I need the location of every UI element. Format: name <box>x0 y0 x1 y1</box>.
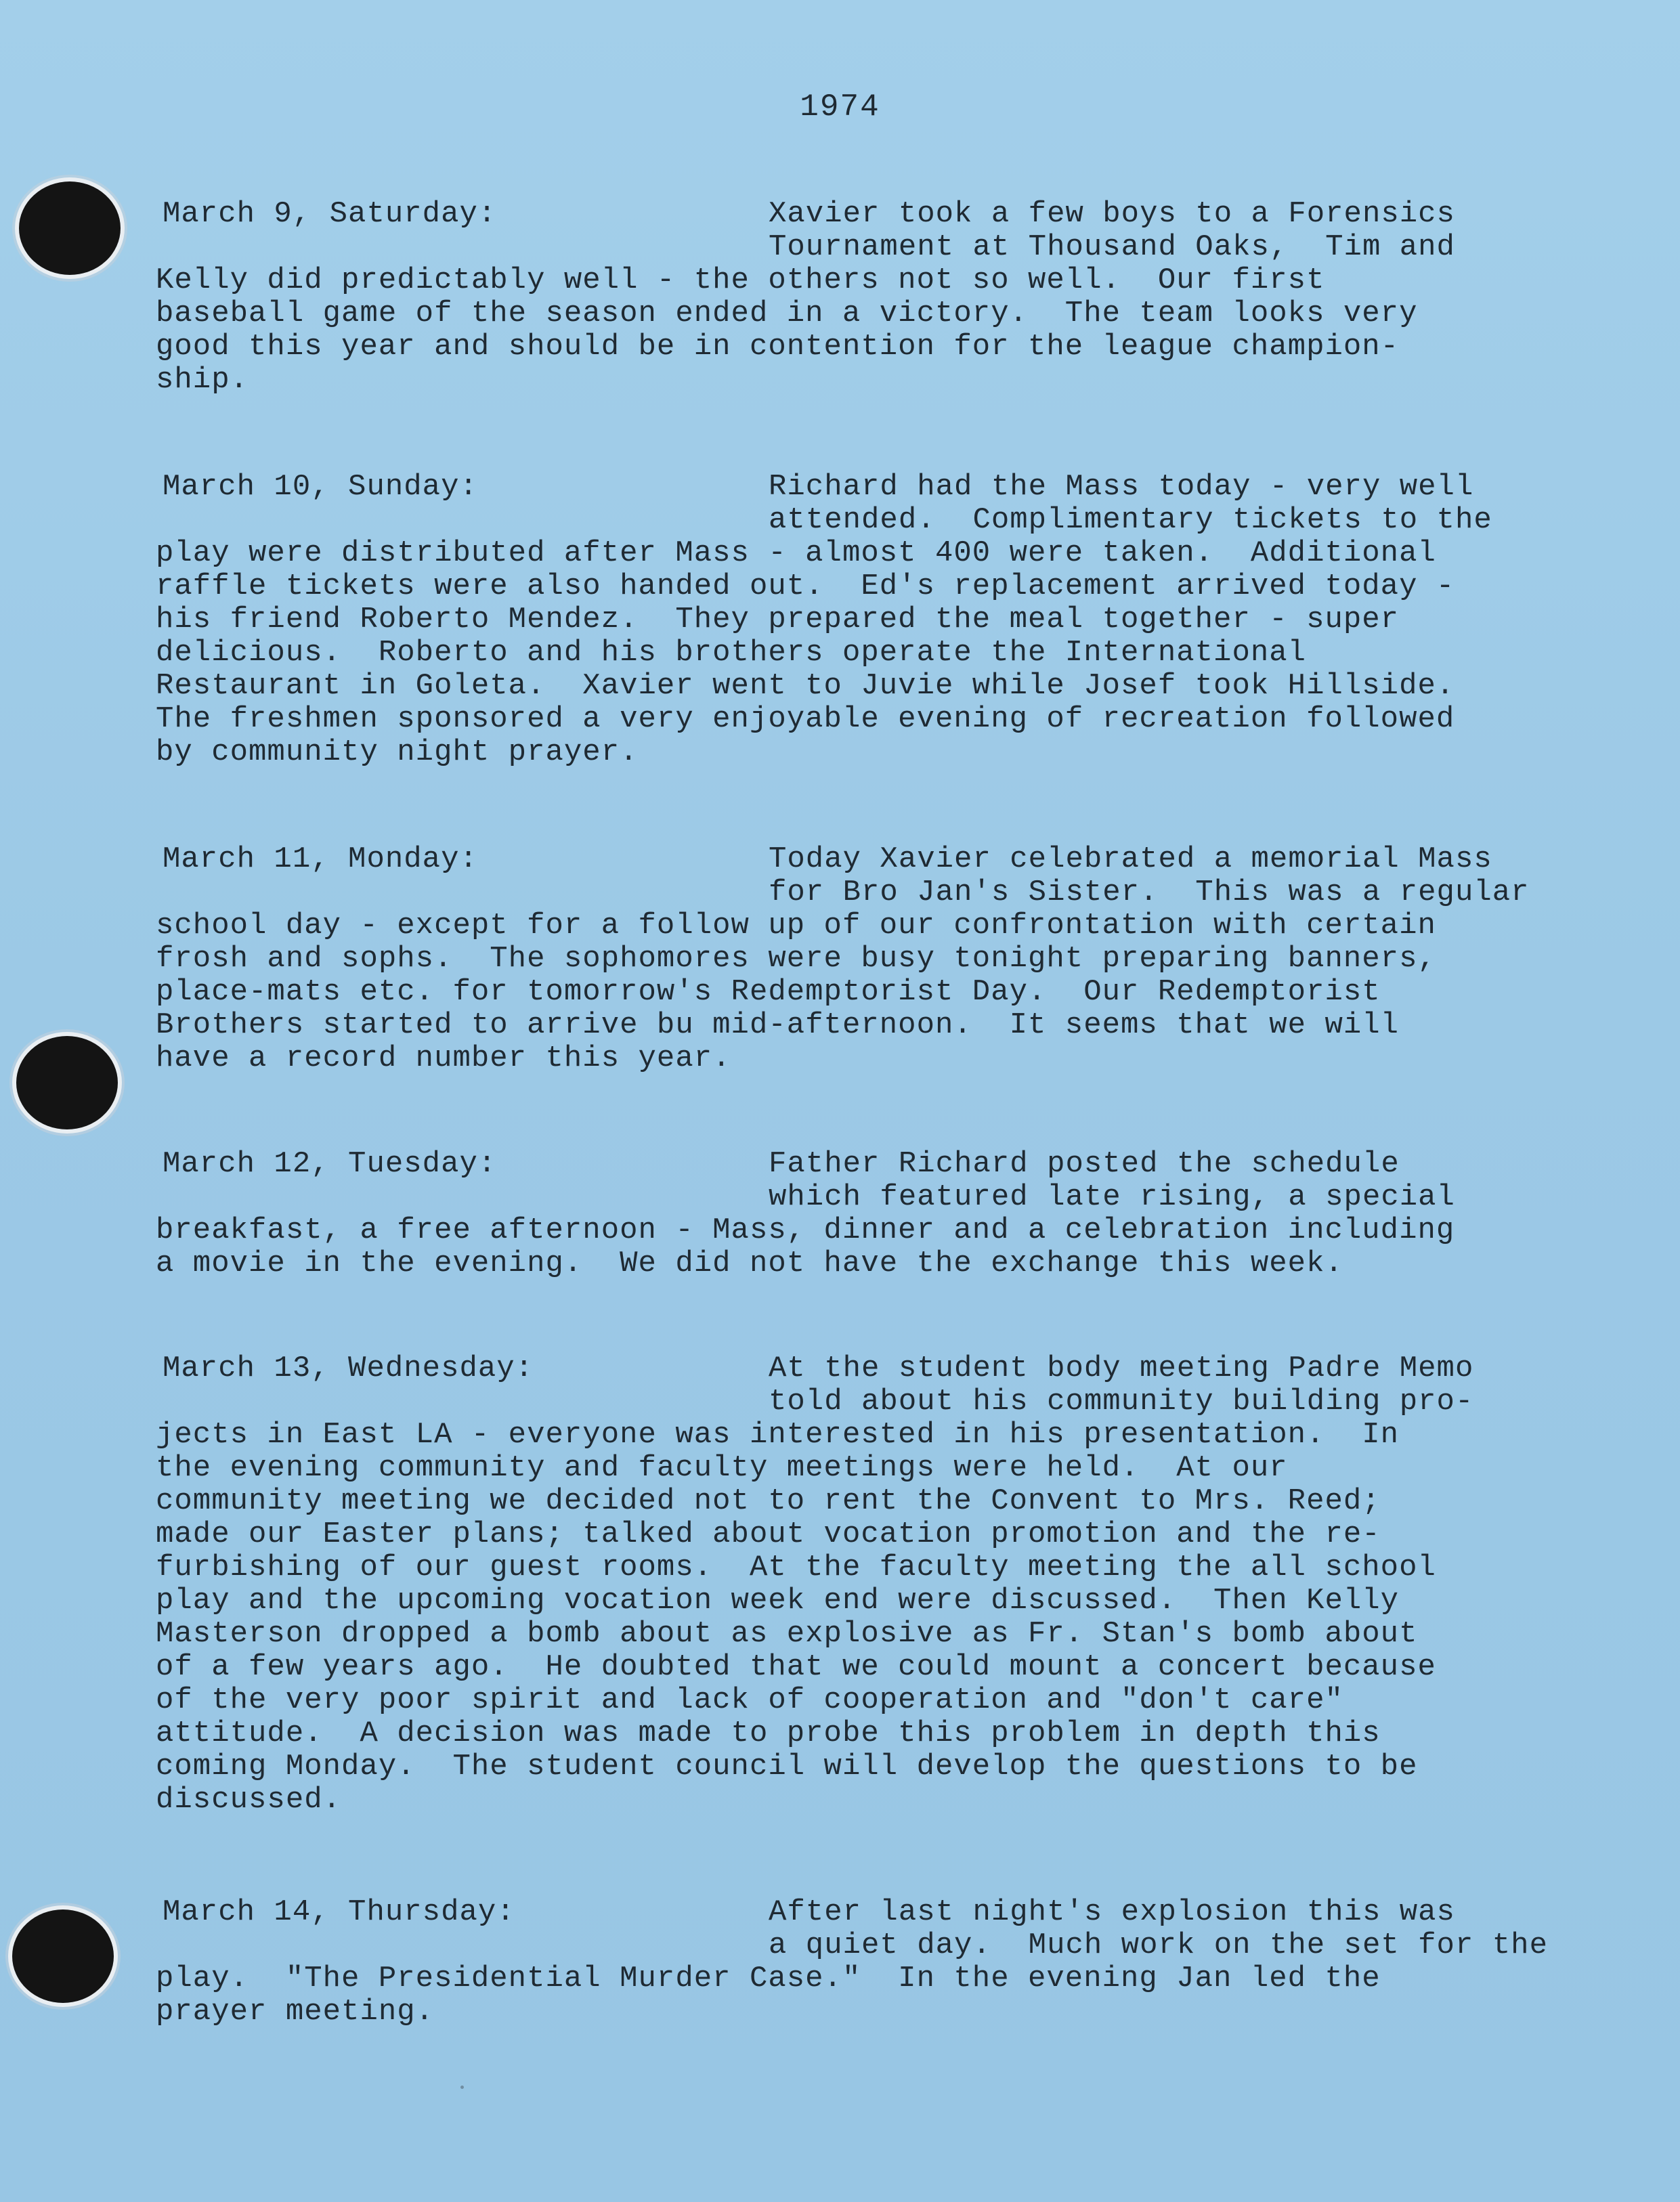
entry-lead-line: which featured late rising, a special <box>769 1180 1455 1214</box>
journal-entry-march-13 <box>156 1352 1618 1817</box>
entry-lead-line: for Bro Jan's Sister. This was a regular <box>769 876 1530 909</box>
binder-hole-top <box>19 181 121 275</box>
entry-lead-line: told about his community building pro- <box>769 1385 1474 1419</box>
entry-body-line: attitude. A decision was made to probe this problem in depth this <box>156 1717 1381 1750</box>
entry-body-line: of the very poor spirit and lack of cooperation and "don't care" <box>156 1683 1343 1717</box>
entry-lead-line: At the student body meeting Padre Memo <box>769 1352 1474 1385</box>
entry-body-line: Kelly did predictably well - the others not so well. Our first <box>156 263 1325 297</box>
entry-lead-line: Tournament at Thousand Oaks, Tim and <box>769 230 1455 264</box>
entry-body-line: raffle tickets were also handed out. Ed's replacement arrived today - <box>156 569 1455 603</box>
entry-lead-line: attended. Complimentary tickets to the <box>769 503 1492 537</box>
journal-entry-march-12 <box>156 1148 1618 1280</box>
entry-body-line: coming Monday. The student council will develop the questions to be <box>156 1750 1418 1784</box>
entry-body-line: his friend Roberto Mendez. They prepared the meal together - super <box>156 603 1400 636</box>
entry-lead-line: Today Xavier celebrated a memorial Mass <box>769 842 1492 876</box>
entry-body-line: have a record number this year. <box>156 1041 731 1075</box>
entry-body-line: good this year and should be in contention for the league champion- <box>156 330 1400 364</box>
entry-body-line: delicious. Roberto and his brothers operate the International <box>156 636 1307 670</box>
entry-body-line: community meeting we decided not to rent the Convent to Mrs. Reed; <box>156 1484 1381 1518</box>
entry-date: March 10, Sunday: <box>163 470 478 504</box>
entry-body-line: play were distributed after Mass - almost 400 were taken. Additional <box>156 536 1436 570</box>
entry-body-line: made our Easter plans; talked about vocation promotion and the re- <box>156 1517 1381 1551</box>
entry-body-line: furbishing of our guest rooms. At the faculty meeting the all school <box>156 1551 1436 1584</box>
entry-date: March 14, Thursday: <box>163 1895 515 1929</box>
paper-speck <box>460 2086 464 2089</box>
entry-body-line: place-mats etc. for tomorrow's Redemptorist Day. Our Redemptorist <box>156 975 1381 1009</box>
binder-hole-bottom <box>12 1909 114 2003</box>
entry-date: March 13, Wednesday: <box>163 1352 534 1385</box>
binder-hole-middle <box>16 1036 118 1129</box>
entry-body-line: baseball game of the season ended in a victory. The team looks very <box>156 297 1418 330</box>
entry-body-line: Brothers started to arrive bu mid-afternoon. It seems that we will <box>156 1008 1400 1042</box>
entry-lead-line: a quiet day. Much work on the set for the <box>769 1928 1548 1962</box>
journal-entry-march-11 <box>156 843 1618 1075</box>
entry-body-line: play and the upcoming vocation week end were discussed. Then Kelly <box>156 1584 1400 1618</box>
entry-body-line: frosh and sophs. The sophomores were busy tonight preparing banners, <box>156 942 1436 976</box>
entry-body-line: a movie in the evening. We did not have the exchange this week. <box>156 1247 1343 1280</box>
entry-body-line: Masterson dropped a bomb about as explosive as Fr. Stan's bomb about <box>156 1617 1418 1651</box>
entry-date: March 12, Tuesday: <box>163 1147 497 1181</box>
entry-body-line: of a few years ago. He doubted that we could mount a concert because <box>156 1650 1436 1684</box>
entry-body-line: the evening community and faculty meetings were held. At our <box>156 1451 1288 1485</box>
journal-entry-march-14 <box>156 1896 1618 2029</box>
entry-body-line: breakfast, a free afternoon - Mass, dinner and a celebration including <box>156 1213 1455 1247</box>
entry-lead-line: After last night's explosion this was <box>769 1895 1455 1929</box>
entry-lead-line: Richard had the Mass today - very well <box>769 470 1474 504</box>
entry-body-line: discussed. <box>156 1783 342 1817</box>
entry-body-line: school day - except for a follow up of our confrontation with certain <box>156 909 1436 943</box>
entry-body-line: play. "The Presidential Murder Case." In the evening Jan led the <box>156 1962 1381 1995</box>
entry-lead-line: Father Richard posted the schedule <box>769 1147 1400 1181</box>
page-year: 1974 <box>800 89 880 125</box>
entry-date: March 11, Monday: <box>163 842 478 876</box>
journal-entry-march-10 <box>156 471 1618 769</box>
entry-body-line: by community night prayer. <box>156 735 639 769</box>
entry-lead-line: Xavier took a few boys to a Forensics <box>769 197 1455 231</box>
entry-body-line: Restaurant in Goleta. Xavier went to Juvie while Josef took Hillside. <box>156 669 1455 703</box>
entry-body-line: ship. <box>156 363 249 397</box>
entry-date: March 9, Saturday: <box>163 197 497 231</box>
journal-entry-march-9 <box>156 198 1618 397</box>
entry-body-line: prayer meeting. <box>156 1995 435 2029</box>
entry-body-line: jects in East LA - everyone was interested in his presentation. In <box>156 1418 1400 1452</box>
entry-body-line: The freshmen sponsored a very enjoyable evening of recreation followed <box>156 702 1455 736</box>
